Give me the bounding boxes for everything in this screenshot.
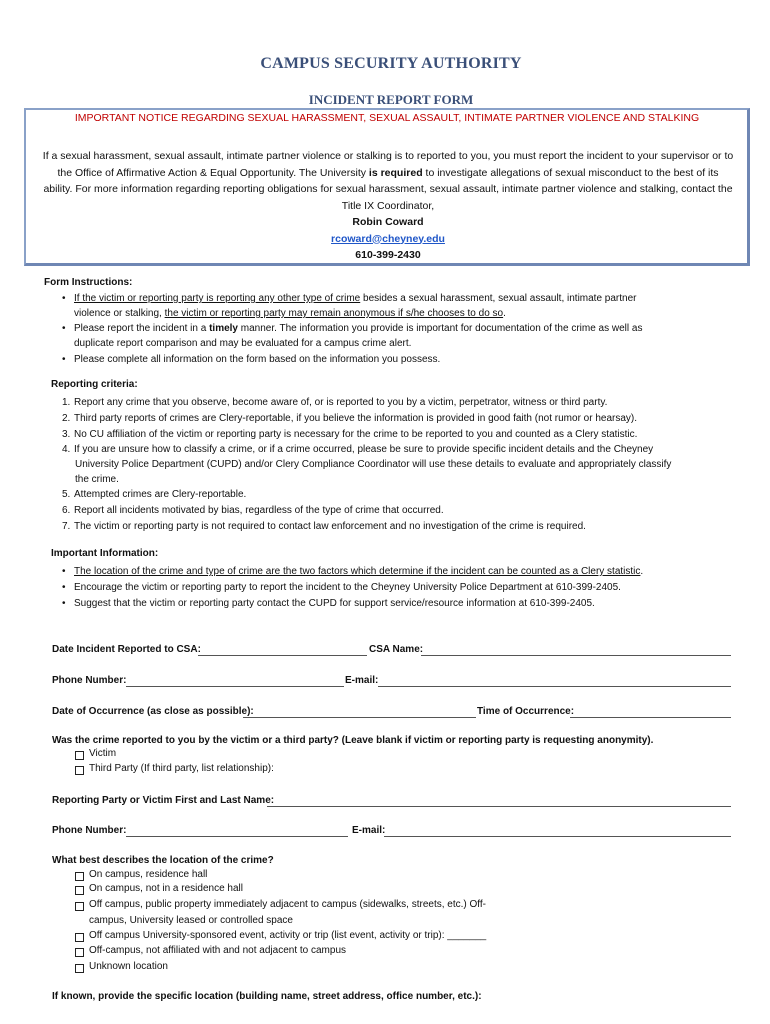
criteria-text: If you are unsure how to classify a crime, or if a crime occurred, please be sure to provide specific incident details and the Cheyney: [74, 444, 654, 455]
specific-location-label: If known, provide the specific location (building name, street address, office number, etc.):: [52, 991, 482, 1002]
location-checkbox[interactable]: [75, 964, 84, 973]
victim-checkbox[interactable]: [75, 751, 84, 760]
criteria-text: No CU affiliation of the victim or reporting party is necessary for the crime to be reported to you and counted as a Clery statistic.: [74, 429, 638, 440]
notice-body: [36, 148, 740, 264]
instruction-text: [74, 306, 506, 321]
form-title: CAMPUS SECURITY AUTHORITY: [260, 55, 522, 72]
notice-heading: IMPORTANT NOTICE REGARDING SEXUAL HARASSMENT, SEXUAL ASSAULT, INTIMATE PARTNER VIOLENCE AND STALKING: [74, 112, 700, 124]
criteria-number: 3.: [62, 429, 71, 440]
important-bullet: [74, 564, 643, 579]
location-option-label: Off campus University-sponsored event, activity or trip (list event, activity or trip): _______: [89, 930, 487, 941]
notice-line: If a sexual harassment, sexual assault, intimate partner violence or stalking is to reported to you, you must report the incident to your supervisor or to: [42, 150, 734, 162]
email-field-2[interactable]: [384, 836, 731, 837]
coordinator-phone: 610-399-2430: [355, 249, 421, 261]
email-label: E-mail:: [345, 675, 379, 686]
email-label-2: E-mail:: [352, 825, 386, 836]
date-reported-label: Date Incident Reported to CSA:: [52, 644, 201, 655]
important-heading: Important Information:: [51, 548, 159, 559]
criteria-number: 7.: [62, 521, 71, 532]
form-subtitle: INCIDENT REPORT FORM: [308, 92, 474, 107]
instruction-text: If the victim or reporting party is reporting any other type of crime: [74, 293, 361, 304]
notice-line: [36, 165, 740, 182]
date-occurrence-field[interactable]: [243, 717, 476, 718]
instruction-text: Please complete all information on the form based on the information you possess.: [74, 354, 441, 365]
time-occurrence-label: Time of Occurrence:: [477, 706, 575, 717]
instruction-text: manner. The information you provide is important for documentation of the crime as well as: [238, 323, 643, 334]
location-checkbox[interactable]: [75, 872, 84, 881]
instruction-bullet: [74, 291, 637, 306]
criteria-text: The victim or reporting party is not required to contact law enforcement and no investigation of the crime is required.: [74, 521, 586, 532]
important-bullet: [74, 580, 621, 595]
location-checkbox[interactable]: [75, 948, 84, 957]
third-party-label: Third Party (If third party, list relationship):: [89, 763, 274, 774]
party-name-field[interactable]: [267, 806, 731, 807]
criteria-item: [62, 395, 608, 410]
instruction-text: duplicate report comparison and may be evaluated for a campus crime alert.: [74, 338, 412, 349]
instruction-text: the victim or reporting party may remain anonymous if s/he chooses to do so: [164, 308, 504, 319]
coordinator-email-link[interactable]: rcoward@cheyney.edu: [331, 232, 445, 245]
date-occurrence-label: Date of Occurrence (as close as possible):: [52, 706, 254, 717]
party-name-label: Reporting Party or Victim First and Last Name:: [52, 795, 275, 806]
location-option-label: On campus, residence hall: [89, 869, 208, 880]
criteria-text: Report any crime that you observe, become aware of, or is reported to you by a victim, perpetrator, witness or third party.: [74, 397, 608, 408]
coordinator-name: Robin Coward: [352, 216, 424, 228]
location-option-label: Off campus, public property immediately adjacent to campus (sidewalks, streets, etc.) Off-: [89, 899, 487, 910]
location-option-label: Off-campus, not affiliated with and not adjacent to campus: [89, 945, 347, 956]
criteria-number: 6.: [62, 505, 71, 516]
important-bullet: [74, 596, 595, 611]
email-field[interactable]: [378, 686, 731, 687]
important-text: Suggest that the victim or reporting party contact the CUPD for support service/resource information at 610-399-2405.: [74, 598, 595, 609]
criteria-text: Attempted crimes are Clery-reportable.: [74, 489, 247, 500]
criteria-text: Report all incidents motivated by bias, regardless of the type of crime that occurred.: [74, 505, 444, 516]
criteria-item: [62, 519, 586, 534]
criteria-heading: Reporting criteria:: [51, 379, 138, 390]
location-option-label: On campus, not in a residence hall: [89, 883, 243, 894]
location-option-label: Unknown location: [89, 961, 168, 972]
criteria-item: [62, 411, 638, 426]
location-checkbox[interactable]: [75, 886, 84, 895]
important-text: The location of the crime and type of crime are the two factors which determine if the incident can be counted as a Clery statistic: [74, 566, 641, 577]
victim-label: Victim: [89, 748, 117, 759]
csa-name-field[interactable]: [421, 655, 731, 656]
reported-question: Was the crime reported to you by the victim or a third party? (Leave blank if victim or reporting party is requesting anonymity).: [52, 735, 654, 746]
criteria-item: [62, 503, 444, 518]
location-question: What best describes the location of the crime?: [52, 855, 274, 866]
criteria-item: [62, 427, 638, 442]
location-option-label: campus, University leased or controlled space: [89, 915, 293, 926]
criteria-number: 1.: [62, 397, 71, 408]
instruction-emphasis: timely: [209, 323, 238, 334]
location-checkbox[interactable]: [75, 902, 84, 911]
phone-field[interactable]: [126, 686, 344, 687]
instruction-bullet: [74, 352, 440, 367]
instruction-text: Please report the incident in a: [74, 323, 210, 334]
phone-label: Phone Number:: [52, 675, 127, 686]
instruction-bullet: [74, 321, 642, 336]
important-text: Encourage the victim or reporting party to report the incident to the Cheyney University Police Department at 610-399-2405.: [74, 582, 621, 593]
instruction-text: .: [503, 308, 506, 319]
criteria-number: 2.: [62, 413, 71, 424]
notice-emphasis: is required: [368, 166, 423, 179]
phone-label-2: Phone Number:: [52, 825, 127, 836]
date-reported-field[interactable]: [198, 655, 367, 656]
notice-line: ability. For more information regarding reporting obligations for sexual harassment, sexual assault, intimate partner violence and stalking, contact the: [43, 183, 733, 195]
criteria-item: [62, 442, 654, 457]
criteria-text: Third party reports of crimes are Clery-reportable, if you believe the information is provided in good faith (not rumor or hearsay).: [74, 413, 638, 424]
csa-name-label: CSA Name:: [369, 644, 424, 655]
notice-text: the Office of Affirmative Action & Equal Opportunity. The University: [57, 166, 369, 179]
criteria-text: the crime.: [75, 474, 119, 485]
important-text: .: [640, 566, 644, 577]
notice-text: to investigate allegations of sexual misconduct to the best of its: [422, 166, 719, 179]
instruction-text: violence or stalking,: [74, 308, 165, 319]
instructions-heading: Form Instructions:: [44, 277, 133, 288]
criteria-item: [62, 487, 247, 502]
notice-line: Title IX Coordinator,: [341, 199, 435, 212]
instruction-text: besides a sexual harassment, sexual assault, intimate partner: [360, 293, 637, 304]
criteria-text: University Police Department (CUPD) and/or Clery Compliance Coordinator will use these details to evaluate and appropriately classify: [75, 459, 672, 470]
criteria-number: 5.: [62, 489, 71, 500]
criteria-number: 4.: [62, 444, 71, 455]
third-party-checkbox[interactable]: [75, 766, 84, 775]
location-checkbox[interactable]: [75, 933, 84, 942]
phone-field-2[interactable]: [126, 836, 348, 837]
time-occurrence-field[interactable]: [570, 717, 731, 718]
